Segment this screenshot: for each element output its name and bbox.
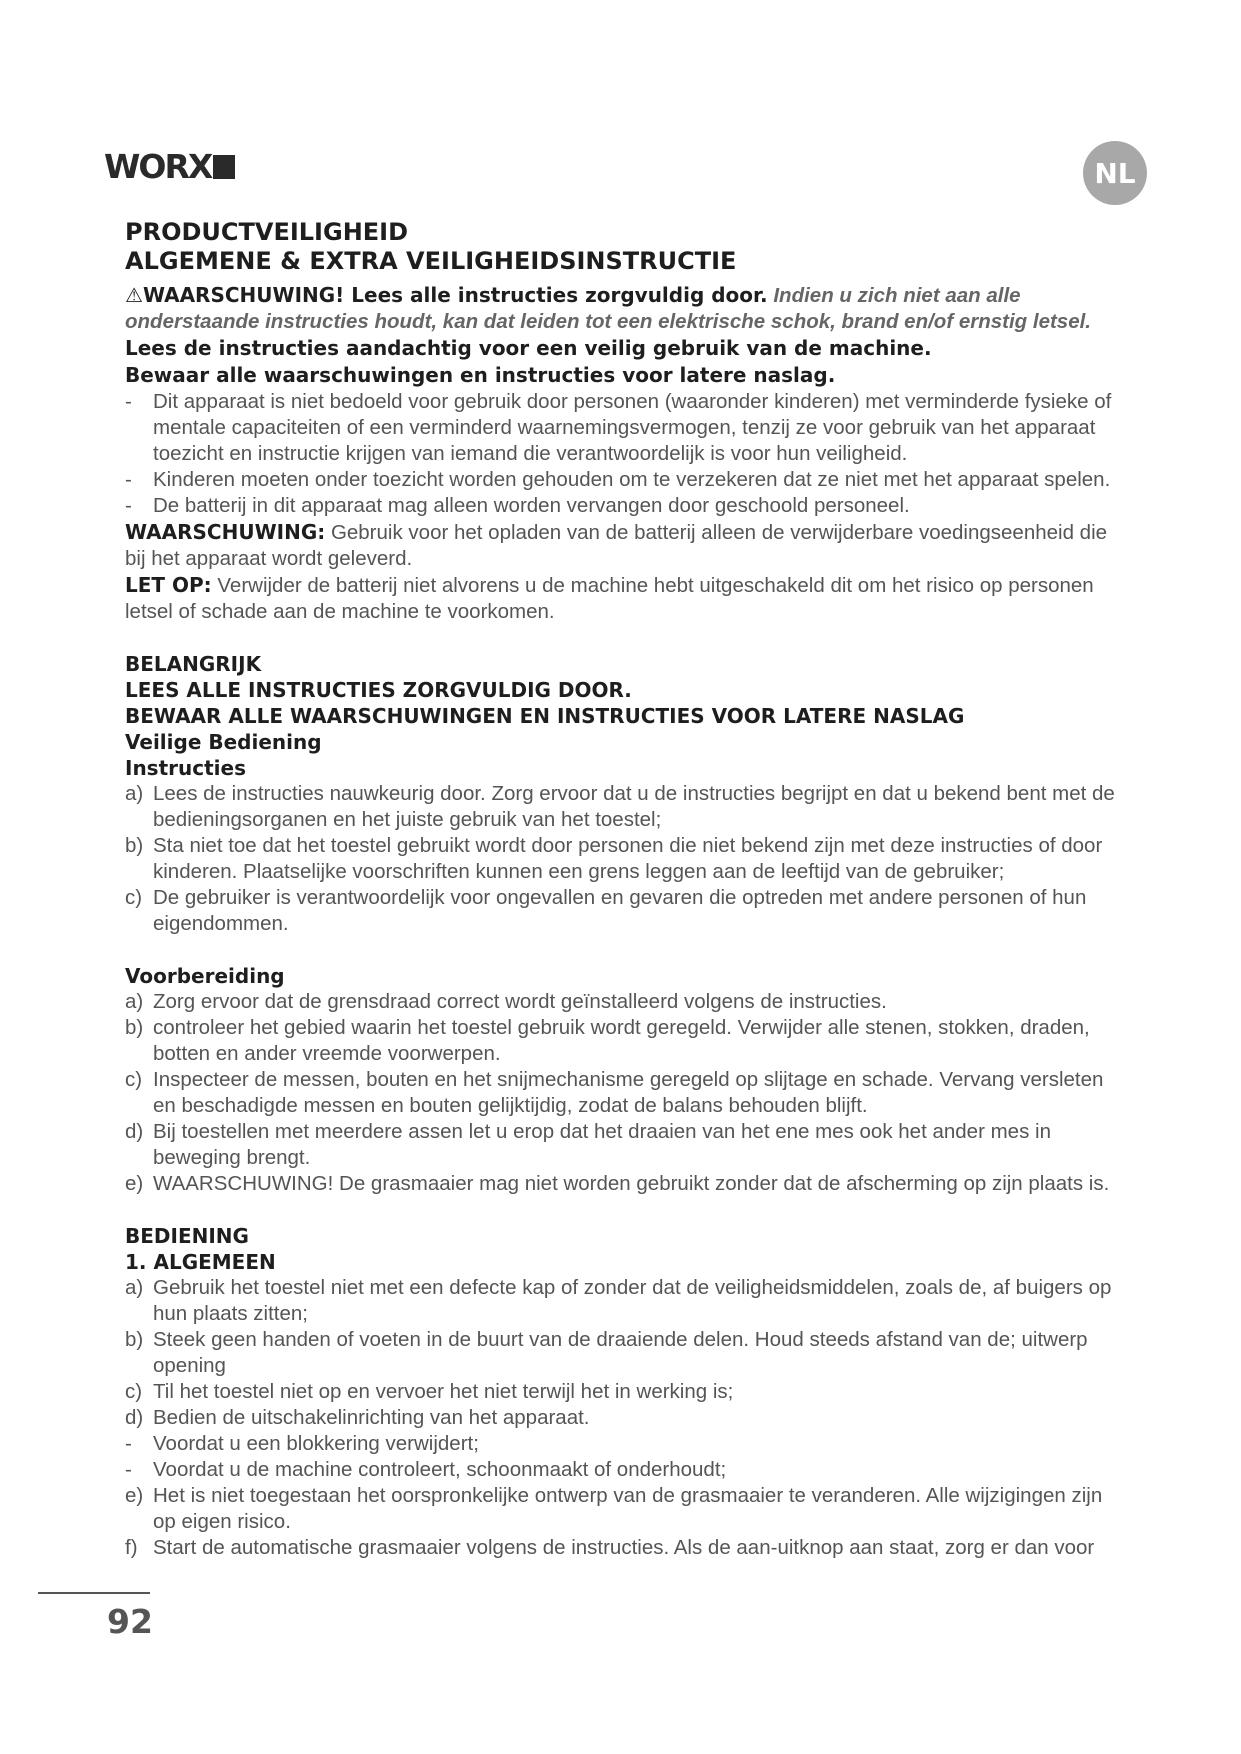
section-title-general-safety: ALGEMENE & EXTRA VEILIGHEIDSINSTRUCTIE: [125, 247, 737, 275]
list-item: [125, 781, 1125, 833]
language-badge: NL: [1083, 141, 1147, 205]
list-text: Gebruik het toestel niet met een defecte kap of zonder dat de veiligheidsmiddelen, zoals de, af buigers op hun plaats zitten;: [153, 1276, 1112, 1325]
page-number: 92: [107, 1602, 153, 1641]
list-marker: -: [125, 390, 132, 413]
list-text: Inspecteer de messen, bouten en het snijmechanisme geregeld op slijtage en schade. Vervang versleten en beschadigde messen en bouten gelijktijdig, zodat de balans behouden blijft.: [153, 1068, 1104, 1117]
page-content: [125, 218, 1125, 1561]
list-marker: b): [125, 1328, 144, 1351]
list-marker: -: [125, 1458, 132, 1481]
instructions-heading: Instructies: [125, 756, 246, 780]
list-text: De gebruiker is verantwoordelijk voor ongevallen en gevaren die optreden met andere personen of hun eigendommen.: [153, 886, 1087, 935]
list-marker: b): [125, 1016, 144, 1039]
list-item: [125, 1327, 1125, 1379]
list-marker: d): [125, 1406, 144, 1429]
list-text: Lees de instructies nauwkeurig door. Zorg ervoor dat u de instructies begrijpt en dat u bekend bent met de bedieningsorganen en het juiste gebruik van het toestel;: [153, 782, 1115, 831]
warning-icon: ⚠: [125, 283, 143, 307]
list-text: Het is niet toegestaan het oorspronkelijke ontwerp van de grasmaaier te veranderen. Alle wijzigingen zijn op eigen risico.: [153, 1484, 1103, 1533]
list-text: Til het toestel niet op en vervoer het niet terwijl het in werking is;: [153, 1380, 734, 1403]
warning-italic-text: Indien u zich niet aan alle onderstaande instructies houdt, kan dat leiden tot een elektrische schok, brand en/of ernstig letsel.: [125, 284, 1092, 333]
warning-bold-text-2: Lees de instructies aandachtig voor een veilig gebruik van de machine.: [125, 336, 932, 360]
list-item: [125, 467, 1125, 493]
list-item: [125, 1275, 1125, 1327]
spacer: [125, 625, 1125, 651]
list-item: [125, 493, 1125, 519]
important-heading: BELANGRIJK: [125, 652, 262, 676]
list-item: [125, 1431, 1125, 1457]
list-marker: c): [125, 1068, 143, 1091]
list-text: Sta niet toe dat het toestel gebruikt wordt door personen die niet bekend zijn met deze instructies of door kinderen. Plaatselijke voorschriften kunnen een grens leggen aan de leeftijd van de gebruiker;: [153, 834, 1103, 883]
list-item: [125, 1015, 1125, 1067]
list-item: [125, 389, 1125, 467]
list-marker: d): [125, 1120, 144, 1143]
list-item: [125, 1535, 1125, 1561]
list-text: controleer het gebied waarin het toestel gebruik wordt geregeld. Verwijder alle stenen, stokken, draden, botten en ander vreemde voorwerpen.: [153, 1016, 1090, 1065]
list-item: [125, 1379, 1125, 1405]
list-text: Voordat u een blokkering verwijdert;: [153, 1432, 479, 1455]
list-marker: a): [125, 990, 144, 1013]
warning-note-text: Gebruik voor het opladen van de batterij alleen de verwijderbare voedingseenheid die bij het apparaat wordt geleverd.: [125, 521, 1108, 570]
list-text: Steek geen handen of voeten in de buurt van de draaiende delen. Houd steeds afstand van de; uitwerp opening: [153, 1328, 1088, 1377]
list-marker: c): [125, 1380, 143, 1403]
keep-instructions-line: [125, 362, 1125, 389]
list-item: [125, 989, 1125, 1015]
preparation-heading: Voorbereiding: [125, 964, 285, 988]
list-item: [125, 1457, 1125, 1483]
list-marker: e): [125, 1484, 144, 1507]
list-text: Voordat u de machine controleert, schoonmaakt of onderhoudt;: [153, 1458, 727, 1481]
list-text: WAARSCHUWING! De grasmaaier mag niet worden gebruikt zonder dat de afscherming op zijn plaats is.: [153, 1172, 1110, 1195]
section-title-product-safety: PRODUCTVEILIGHEID: [125, 218, 409, 246]
list-text: Bij toestellen met meerdere assen let u erop dat het draaien van het ene mes ook het ander mes in beweging brengt.: [153, 1120, 1051, 1169]
keep-all-heading: BEWAAR ALLE WAARSCHUWINGEN EN INSTRUCTIES VOOR LATERE NASLAG: [125, 704, 965, 728]
logo-bar: [213, 155, 235, 179]
list-text: Start de automatische grasmaaier volgens de instructies. Als de aan-uitknop aan staat, zorg er dan voor: [153, 1536, 1095, 1559]
caution-note-text: Verwijder de batterij niet alvorens u de machine hebt uitgeschakeld dit om het risico op personen letsel of schade aan de machine te voorkomen.: [125, 574, 1094, 623]
spacer: [125, 937, 1125, 963]
footer-divider: [38, 1592, 150, 1594]
spacer: [125, 1197, 1125, 1223]
list-item: [125, 1171, 1125, 1197]
warning-note: [125, 519, 1125, 572]
list-text: Kinderen moeten onder toezicht worden gehouden om te verzekeren dat ze niet met het apparaat spelen.: [153, 468, 1111, 491]
list-text: Zorg ervoor dat de grensdraad correct wordt geïnstalleerd volgens de instructies.: [153, 990, 887, 1013]
list-text: Dit apparaat is niet bedoeld voor gebruik door personen (waaronder kinderen) met verminderde fysieke of mentale capaciteiten of een verminderd waarnemingsvermogen, tenzij ze voor gebruik van het apparaat toezicht en instructie krijgen van iemand die verantwoordelijk is voor hun veiligheid.: [153, 390, 1112, 465]
list-item: [125, 1483, 1125, 1535]
list-marker: -: [125, 468, 132, 491]
warning-paragraph: [125, 282, 1125, 362]
list-marker: f): [125, 1536, 138, 1559]
list-item: [125, 833, 1125, 885]
list-item: [125, 885, 1125, 937]
list-item: [125, 1119, 1125, 1171]
list-text: Bedien de uitschakelinrichting van het apparaat.: [153, 1406, 590, 1429]
warning-note-label: WAARSCHUWING:: [125, 520, 326, 544]
list-marker: b): [125, 834, 144, 857]
caution-note: [125, 572, 1125, 625]
list-marker: e): [125, 1172, 144, 1195]
caution-note-label: LET OP:: [125, 573, 212, 597]
list-text: De batterij in dit apparaat mag alleen worden vervangen door geschoold personeel.: [153, 494, 910, 517]
keep-instructions-text: Bewaar alle waarschuwingen en instructies voor latere naslag.: [125, 363, 836, 387]
worx-logo: [104, 147, 258, 186]
list-marker: a): [125, 782, 144, 805]
logo-text: WORX: [104, 147, 212, 186]
list-marker: -: [125, 494, 132, 517]
list-marker: -: [125, 1432, 132, 1455]
operation-heading: BEDIENING: [125, 1224, 249, 1248]
list-marker: c): [125, 886, 143, 909]
general-subheading: 1. ALGEMEEN: [125, 1250, 276, 1274]
safe-operation-heading: Veilige Bediening: [125, 730, 322, 754]
warning-bold-text: WAARSCHUWING! Lees alle instructies zorgvuldig door.: [142, 283, 768, 307]
list-item: [125, 1067, 1125, 1119]
read-all-heading: LEES ALLE INSTRUCTIES ZORGVULDIG DOOR.: [125, 678, 632, 702]
list-item: [125, 1405, 1125, 1431]
list-marker: a): [125, 1276, 144, 1299]
